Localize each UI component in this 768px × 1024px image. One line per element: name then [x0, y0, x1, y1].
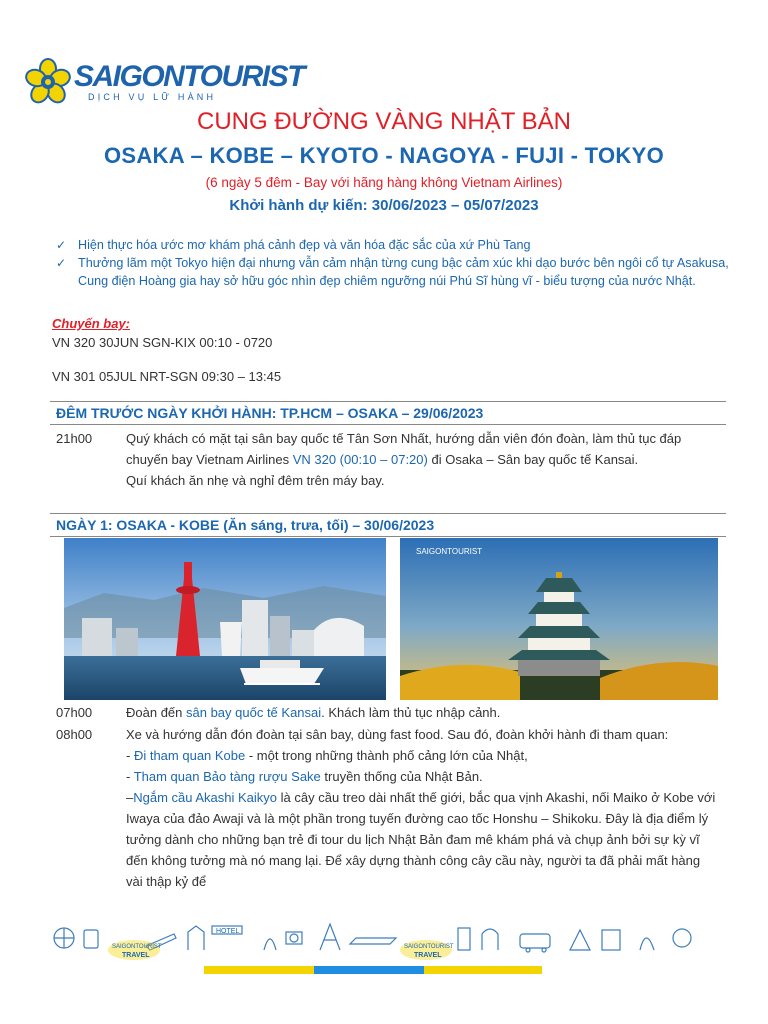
highlights-list [52, 236, 742, 290]
brand-tagline: DỊCH VỤ LỮ HÀNH [88, 92, 217, 102]
text-segment: . Khách làm thủ tục nhập cảnh. [321, 705, 501, 720]
itinerary-text [126, 428, 720, 491]
tour-duration: (6 ngày 5 đêm - Bay với hãng hàng không Vietnam Airlines) [205, 175, 563, 190]
kansai-airport-link: sân bay quốc tế Kansai [186, 705, 322, 720]
camera-lens-icon [290, 934, 298, 942]
temple-icon [482, 929, 498, 950]
flights-label: Chuyến bay: [52, 316, 131, 331]
sake-museum-link: Tham quan Bảo tàng rượu Sake [133, 769, 321, 784]
text-segment: Xe và hướng dẫn đón đoàn tại sân bay, dùng fast food. Sau đó, đoàn khởi hành đi tham quan: [126, 727, 669, 742]
flight-reference: VN 320 (00:10 – 07:20) [292, 452, 428, 467]
time-label: 08h00 [56, 727, 93, 742]
flight-outbound: VN 320 30JUN SGN-KIX 00:10 - 0720 [52, 335, 273, 350]
list-item [52, 254, 742, 290]
text-segment: Đoàn đến [126, 705, 186, 720]
text-segment: Quí khách ăn nhẹ và nghỉ đêm trên máy bay. [126, 473, 385, 488]
text-segment: là cây cầu treo dài nhất thế giới, bắc qua vịnh Akashi, nối Maiko ở Kobe với Iwaya của đảo Awaji và là một phần trong tuyến đường cao tốc Honshu – Shikoku. Đây là địa điểm lý tưởng dành cho những bạn trẻ đi tour du lịch Nhật Bản đam mê khám phá và chụp ảnh bởi sự kỳ vĩ đến không tưởng mà nó mang lại. Để xây dựng thành công cây cầu này, người ta đã phải mất hàng vài thập kỷ để [126, 790, 716, 889]
phone-icon [458, 928, 470, 950]
hotel-sign-text: HOTEL [216, 928, 240, 935]
sun-icon [673, 929, 691, 947]
footer-bar-blue [314, 966, 424, 974]
badge-subtext: TRAVEL [414, 952, 442, 959]
day0-heading: ĐÊM TRƯỚC NGÀY KHỞI HÀNH: TP.HCM – OSAKA – 29/06/2023 [50, 401, 726, 425]
text-segment: - [126, 748, 134, 763]
badge-text: SAIGONTOURIST [404, 944, 454, 950]
flower-logo-icon [24, 58, 72, 106]
saigontourist-travel-badge [400, 940, 454, 960]
itinerary-row [56, 724, 720, 892]
kobe-tour-link: Đi tham quan Kobe [133, 748, 246, 763]
eiffel-tower-icon [320, 924, 340, 950]
footer-bar-yellow [424, 966, 542, 974]
highlight-text: Thưởng lãm một Tokyo hiện đại nhưng vẫn cảm nhận từng cung bậc cảm xúc khi dạo bước bên ngôi cổ tự Asakusa, Cung điện Hoàng gia hay sở hữu góc nhìn đẹp chiêm ngưỡng núi Phú Sĩ hùng vĩ - biểu tượng của nước Nhật. [78, 256, 729, 288]
kobe-port-photo [64, 538, 386, 700]
day1-heading: NGÀY 1: OSAKA - KOBE (Ăn sáng, trưa, tối) – 30/06/2023 [50, 513, 726, 537]
osaka-castle-photo [400, 538, 718, 700]
badge-text: SAIGONTOURIST [112, 944, 162, 950]
itinerary-row [56, 428, 720, 491]
departure-date: Khởi hành dự kiến: 30/06/2023 – 05/07/2023 [229, 197, 539, 214]
badge-subtext: TRAVEL [122, 952, 150, 959]
itinerary-text [126, 702, 720, 723]
brand-name: SAIGONTOURIST [74, 60, 304, 93]
text-segment: truyền thống của Nhật Bản. [320, 769, 483, 784]
checkmark-icon: ✓ [56, 238, 67, 252]
text-segment: Quý khách có mặt tại sân bay quốc tế Tân Sơn Nhất, hướng dẫn viên đón đoàn, làm thủ tục đáp chuyến bay Vietnam Airlines [126, 431, 682, 467]
tour-title: CUNG ĐƯỜNG VÀNG NHẬT BẢN [196, 108, 571, 135]
travel-icons-strip [50, 916, 718, 962]
palm-tree-icon [264, 939, 276, 950]
tour-route: OSAKA – KOBE – KYOTO - NAGOYA - FUJI - TOKYO [103, 143, 665, 168]
bus-icon [520, 934, 550, 948]
list-item [52, 236, 742, 254]
saigontourist-logo [24, 58, 304, 106]
bus-wheel-icon [542, 948, 546, 952]
flight-return: VN 301 05JUL NRT-SGN 09:30 – 13:45 [52, 369, 282, 384]
ticket-icon [602, 930, 620, 950]
footer-bar-yellow [204, 966, 314, 974]
plane-wing-icon [350, 938, 396, 944]
time-label: 07h00 [56, 705, 93, 720]
itinerary-row [56, 702, 720, 723]
bus-wheel-icon [526, 948, 530, 952]
text-segment: đi Osaka – Sân bay quốc tế Kansai. [427, 452, 639, 467]
itinerary-text [126, 724, 720, 892]
suitcase-icon [84, 930, 98, 948]
checkmark-icon: ✓ [56, 256, 67, 270]
pagoda-icon [570, 930, 590, 950]
time-label: 21h00 [56, 431, 93, 446]
highlight-text: Hiện thực hóa ước mơ khám phá cảnh đẹp và văn hóa đặc sắc của xứ Phù Tang [78, 238, 531, 252]
building-icon [188, 926, 204, 950]
palm-icon [640, 938, 654, 950]
text-segment: – [126, 790, 134, 805]
text-segment: - một trong những thành phố cảng lớn của Nhật, [245, 748, 528, 763]
text-segment: - [126, 769, 134, 784]
photo-watermark: SAIGONTOURIST [416, 547, 483, 556]
akashi-bridge-link: Ngắm cầu Akashi Kaikyo [133, 790, 278, 805]
